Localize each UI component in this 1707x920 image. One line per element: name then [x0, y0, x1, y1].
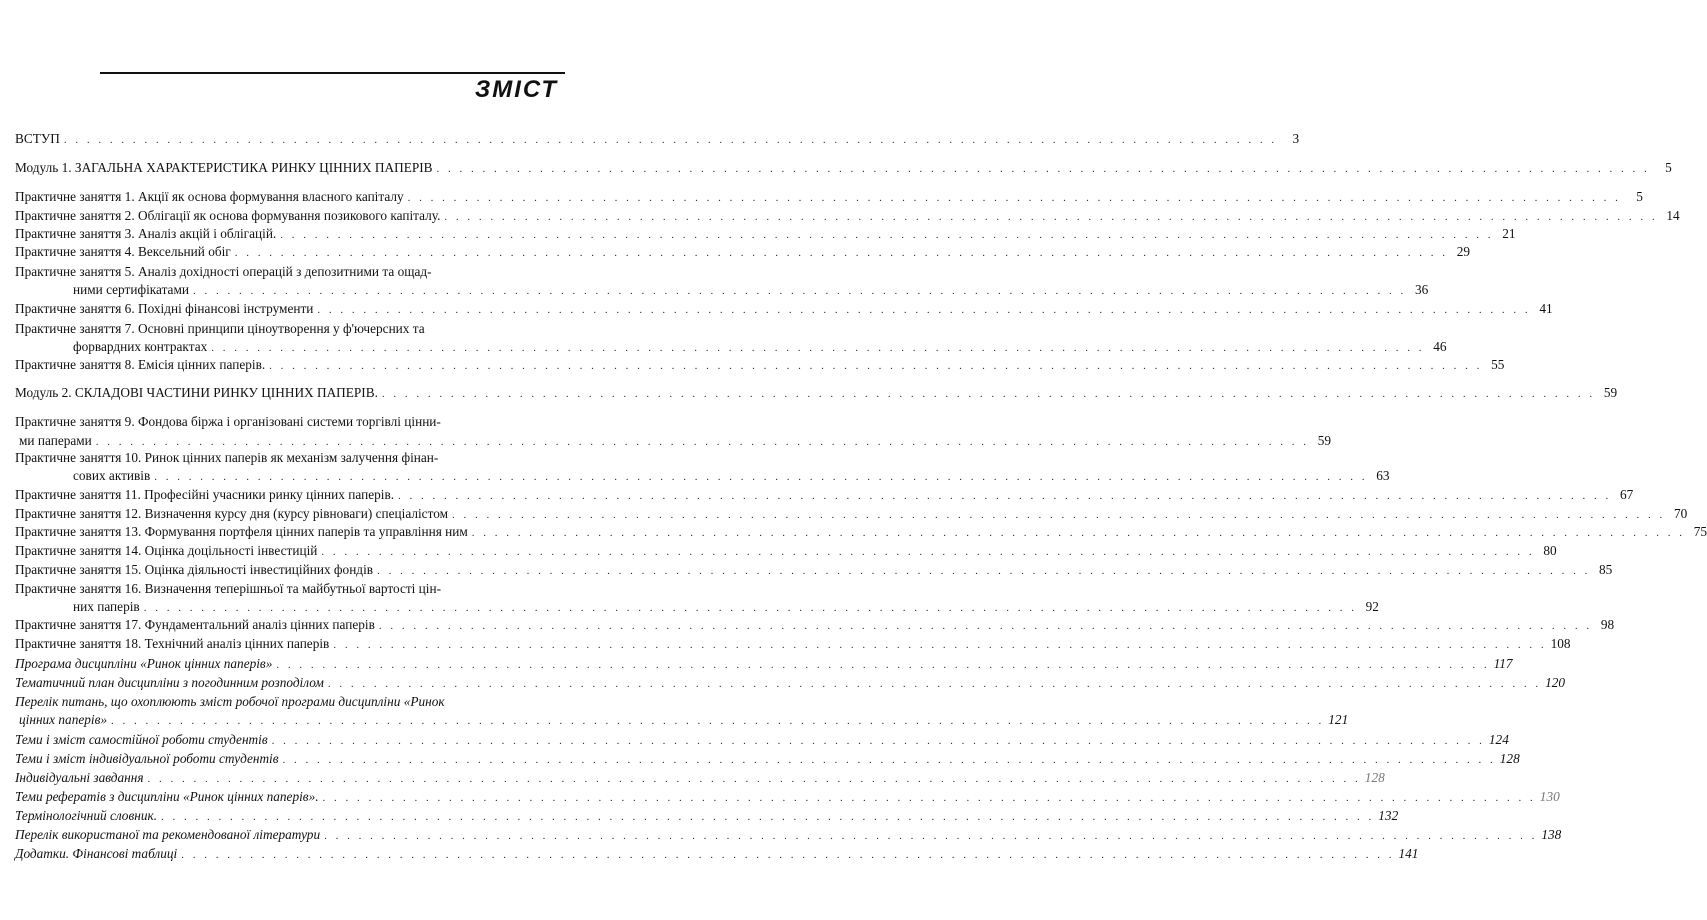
header-rule	[100, 72, 565, 74]
toc-entry-title: Додатки. Фінансові таблиці	[15, 846, 178, 861]
toc-entry-title: Модуль 1. ЗАГАЛЬНА ХАРАКТЕРИСТИКА РИНКУ ЦІННИХ ПАПЕРІВ	[15, 160, 433, 175]
toc-entry-title: Практичне заняття 3. Аналіз акцій і облігацій.	[15, 226, 277, 241]
toc-entry-practice-17[interactable]	[15, 616, 1615, 635]
toc-entry-intro[interactable]	[15, 130, 1300, 149]
toc-entry-practice-11[interactable]	[15, 486, 1634, 505]
toc-entry-practice-18[interactable]	[15, 635, 1571, 654]
toc-entry-page: 128	[1364, 770, 1385, 785]
toc-entry-question-list-cont[interactable]	[15, 711, 1349, 730]
toc-entry-page: 108	[1550, 636, 1571, 651]
dot-leader	[269, 357, 1482, 375]
toc-entry-title: Практичне заняття 17. Фундаментальний аналіз цінних паперів	[15, 617, 375, 632]
toc-entry-title-cont: цінних паперів»	[19, 712, 108, 727]
toc-entry-title: ВСТУП	[15, 131, 60, 146]
toc-entry-title: Перелік питань, що охоплюють зміст робочої програми дисципліни «Ринок	[15, 694, 445, 709]
toc-entry-practice-1[interactable]	[15, 188, 1643, 207]
toc-entry-title: Практичне заняття 10. Ринок цінних паперів як механізм залучення фінан-	[15, 450, 439, 465]
toc-entry-page: 117	[1493, 656, 1513, 671]
toc-entry-practice-4[interactable]	[15, 243, 1471, 262]
toc-entry-self-study[interactable]	[15, 731, 1509, 750]
toc-entry-page: 67	[1620, 487, 1634, 502]
toc-entry-page: 63	[1376, 468, 1390, 483]
toc-entry-page: 41	[1539, 301, 1553, 316]
toc-entry-module-2[interactable]	[15, 384, 1618, 403]
dot-leader	[398, 487, 1611, 505]
toc-entry-literature[interactable]	[15, 826, 1562, 845]
toc-entry-title: Термінологічний словник.	[15, 808, 158, 823]
toc-entry-title-cont: сових активів	[73, 468, 151, 483]
toc-entry-page: 46	[1433, 339, 1447, 354]
dot-leader	[280, 226, 1493, 244]
toc-entry-page: 59	[1603, 385, 1618, 400]
toc-entry-title: Практичне заняття 4. Вексельний обіг	[15, 244, 231, 259]
toc-entry-practice-5-cont[interactable]	[15, 281, 1429, 300]
dot-leader	[193, 282, 1406, 300]
toc-entry-title-cont: ними сертифікатами	[73, 282, 189, 297]
toc-entry-title: Практичне заняття 9. Фондова біржа і організовані системи торгівлі цінни-	[15, 414, 441, 429]
toc-entry-title: Практичне заняття 14. Оцінка доцільності інвестицій	[15, 543, 318, 558]
toc-entry-title: Перелік використаної та рекомендованої літератури	[15, 827, 321, 842]
toc-entry-title: Індивідуальні завдання	[15, 770, 144, 785]
toc-entry-title: Теми і зміст самостійної роботи студентів	[15, 732, 268, 747]
page-title: ЗМІСТ	[474, 76, 558, 103]
toc-entry-title: Практичне заняття 5. Аналіз дохідності операцій з депозитними та ощад-	[15, 264, 432, 279]
toc-entry-question-list[interactable]	[15, 693, 564, 711]
dot-leader	[272, 732, 1485, 750]
toc-entry-page: 128	[1499, 751, 1520, 766]
toc-entry-title-cont: ми паперами	[19, 433, 92, 448]
toc-entry-practice-10-cont[interactable]	[15, 467, 1390, 486]
toc-entry-page: 120	[1545, 675, 1566, 690]
dot-leader	[111, 712, 1324, 730]
toc-entry-practice-16-cont[interactable]	[15, 598, 1379, 617]
dot-leader	[283, 751, 1496, 769]
toc-entry-page: 124	[1488, 732, 1509, 747]
toc-entry-page: 5	[1636, 189, 1643, 204]
toc-entry-page: 130	[1539, 789, 1560, 804]
toc-entry-page: 80	[1543, 543, 1557, 558]
toc-entry-practice-6[interactable]	[15, 300, 1553, 319]
dot-leader	[377, 562, 1590, 580]
toc-entry-page: 36	[1414, 282, 1429, 297]
toc-entry-individual-work[interactable]	[15, 750, 1520, 769]
toc-entry-practice-2[interactable]	[15, 207, 1680, 226]
toc-entry-practice-3[interactable]	[15, 225, 1516, 244]
dot-leader	[328, 675, 1541, 693]
toc-entry-page: 85	[1599, 562, 1613, 577]
toc-entry-program[interactable]	[15, 655, 1513, 674]
dot-leader	[276, 656, 1489, 674]
toc-entry-individual-tasks[interactable]	[15, 769, 1385, 788]
dot-leader	[382, 385, 1595, 403]
toc-entry-title-cont: них паперів	[73, 599, 140, 614]
toc-entry-page: 138	[1541, 827, 1562, 842]
toc-entry-title: Теми і зміст індивідуальної роботи студентів	[15, 751, 279, 766]
toc-entry-title: Практичне заняття 1. Акції як основа формування власного капіталу	[15, 189, 404, 204]
dot-leader	[379, 617, 1592, 635]
toc-entry-title: Практичне заняття 6. Похідні фінансові інструменти	[15, 301, 314, 316]
toc-entry-page: 55	[1491, 357, 1505, 372]
toc-entry-page: 59	[1317, 433, 1332, 448]
toc-entry-page: 92	[1365, 599, 1379, 614]
toc-entry-page: 121	[1328, 712, 1349, 727]
dot-leader	[437, 160, 1650, 178]
toc-entry-practice-14[interactable]	[15, 542, 1557, 561]
dot-leader	[154, 468, 1367, 486]
dot-leader	[211, 339, 1424, 357]
toc-entry-practice-7[interactable]	[15, 320, 564, 338]
toc-entry-title: Практичне заняття 2. Облігації як основа формування позикового капіталу.	[15, 208, 441, 223]
toc-entry-title: Практичне заняття 7. Основні принципи ціноутворення у ф'ючерсних та	[15, 321, 425, 336]
toc-entry-title: Практичне заняття 18. Технічний аналіз цінних паперів	[15, 636, 330, 651]
toc-entry-page: 75	[1693, 524, 1707, 539]
dot-leader	[444, 208, 1657, 226]
dot-leader	[161, 808, 1374, 826]
dot-leader	[321, 543, 1534, 561]
dot-leader	[64, 131, 1277, 149]
dot-leader	[452, 506, 1665, 524]
dot-leader	[144, 599, 1357, 617]
toc-entry-page: 141	[1398, 846, 1419, 861]
toc-entry-title: Практичне заняття 15. Оцінка діяльності інвестиційних фондів	[15, 562, 374, 577]
toc-entry-title: Практичне заняття 12. Визначення курсу дня (курсу рівноваги) спеціалістом	[15, 506, 449, 521]
dot-leader	[235, 244, 1448, 262]
toc-entry-title: Модуль 2. СКЛАДОВІ ЧАСТИНИ РИНКУ ЦІННИХ ПАПЕРІВ.	[15, 385, 378, 400]
toc-entry-practice-8[interactable]	[15, 356, 1505, 375]
toc-entry-page: 29	[1456, 244, 1471, 259]
toc-entry-title: Практичне заняття 16. Визначення теперішньої та майбутньої вартості цін-	[15, 581, 442, 596]
toc-entry-practice-15[interactable]	[15, 561, 1613, 580]
toc-entry-practice-7-cont[interactable]	[15, 338, 1447, 357]
toc-entry-page: 70	[1673, 506, 1688, 521]
toc-entry-practice-5[interactable]	[15, 263, 564, 281]
toc-entry-title: Тематичний план дисципліни з погодинним розподілом	[15, 675, 324, 690]
dot-leader	[408, 189, 1621, 207]
toc-entry-practice-13[interactable]	[15, 523, 1707, 542]
toc-entry-title-cont: форвардних контрактах	[73, 339, 208, 354]
toc-entry-practice-12[interactable]	[15, 505, 1688, 524]
toc-entry-module-1[interactable]	[15, 159, 1672, 178]
toc-entry-title: Практичне заняття 13. Формування портфеля цінних паперів та управління ним	[15, 524, 468, 539]
dot-leader	[472, 524, 1685, 542]
toc-entry-title: Теми рефератів з дисципліни «Ринок цінних паперів».	[15, 789, 319, 804]
toc-entry-practice-10[interactable]	[15, 449, 564, 467]
dot-leader	[333, 636, 1546, 654]
toc-entry-page: 132	[1378, 808, 1399, 823]
toc-entry-title: Практичне заняття 8. Емісія цінних паперів.	[15, 357, 266, 372]
toc-entry-page: 5	[1665, 160, 1672, 175]
toc-entry-page: 14	[1666, 208, 1680, 223]
toc-entry-thematic-plan[interactable]	[15, 674, 1566, 693]
dot-leader	[148, 770, 1361, 788]
toc-entry-practice-16[interactable]	[15, 580, 564, 598]
toc-entry-page: 98	[1600, 617, 1615, 632]
toc-entry-appendices[interactable]	[15, 845, 1419, 864]
toc-entry-title: Програма дисципліни «Ринок цінних паперів»	[15, 656, 273, 671]
toc-entry-glossary[interactable]	[15, 807, 1399, 826]
toc-entry-title: Практичне заняття 11. Професійні учасники ринку цінних паперів.	[15, 487, 395, 502]
toc-entry-practice-9[interactable]	[15, 413, 564, 431]
toc-entry-page: 21	[1502, 226, 1516, 241]
dot-leader	[324, 827, 1537, 845]
dot-leader	[317, 301, 1530, 319]
toc-entry-essay-topics[interactable]	[15, 788, 1560, 807]
dot-leader	[181, 846, 1394, 864]
toc-entry-page: 3	[1292, 131, 1300, 146]
dot-leader	[323, 789, 1536, 807]
